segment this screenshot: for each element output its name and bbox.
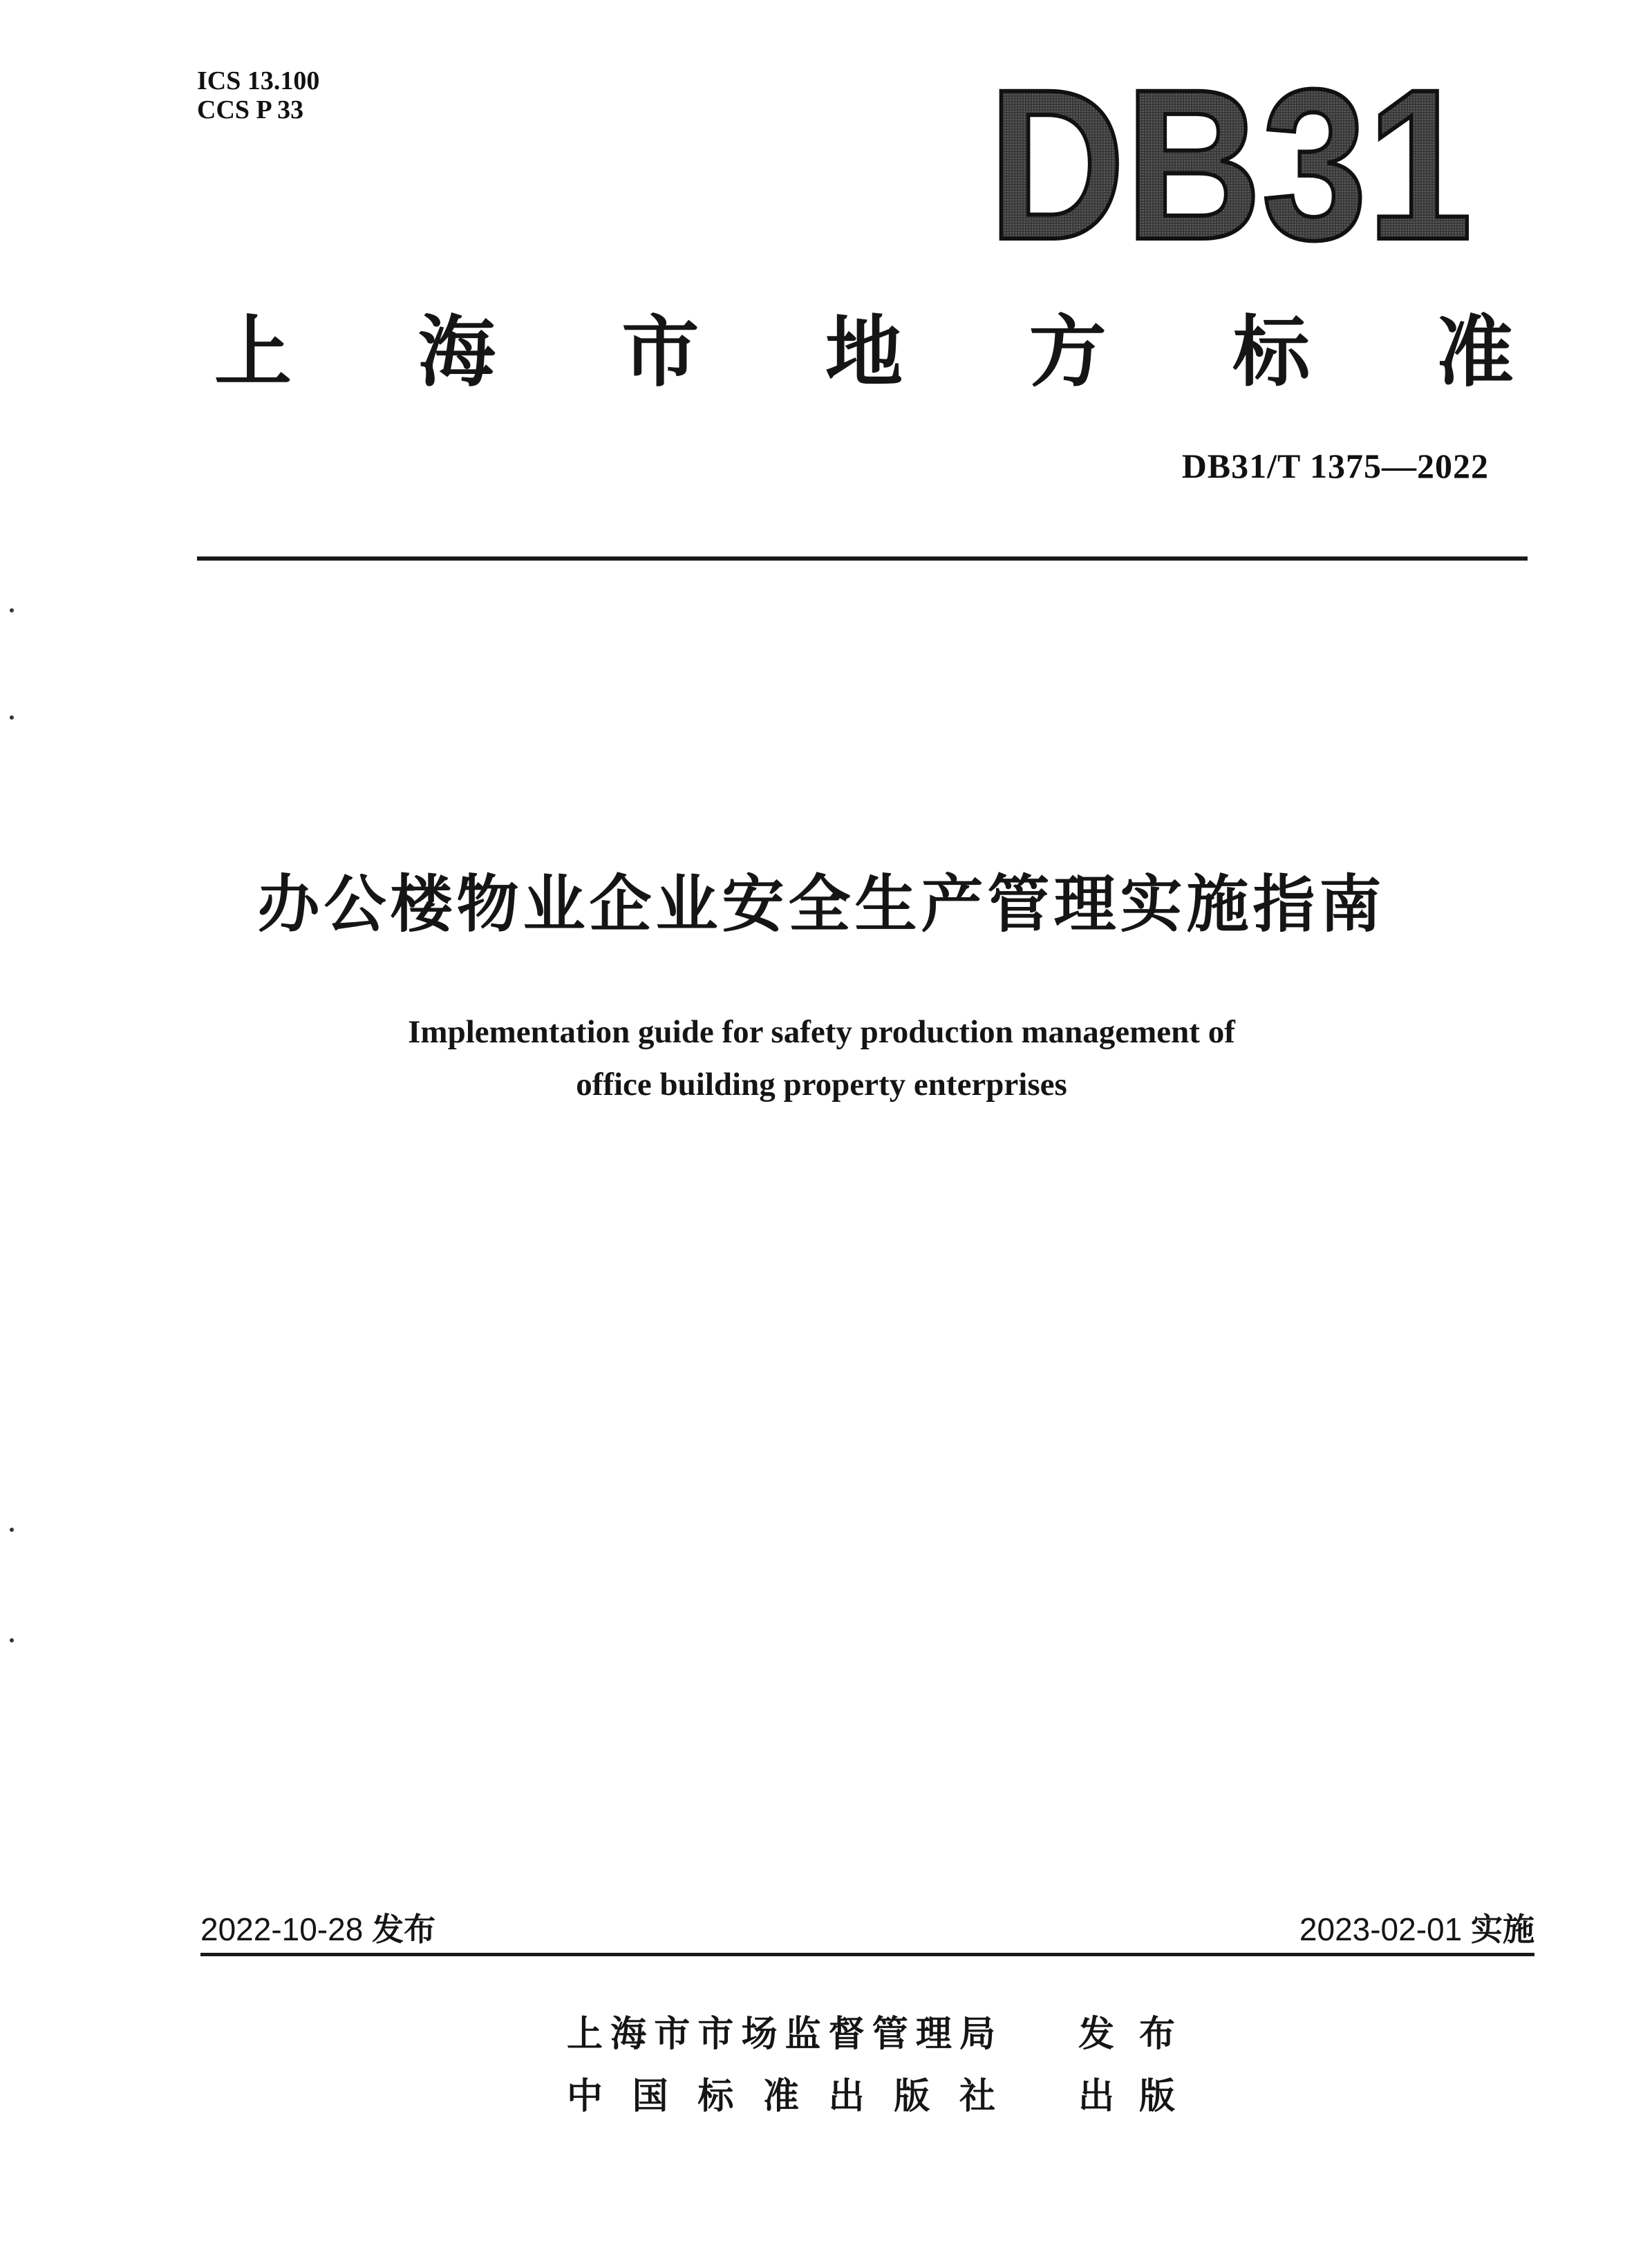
footer-divider [200,1953,1534,1956]
standard-type-char: 上 [214,307,292,397]
issue-date: 2022-10-28 [200,1911,364,1947]
publisher-org-char: 监 [785,2014,821,2055]
publisher-org-char: 出 [828,2076,865,2117]
standard-type-char: 地 [825,307,903,397]
issuer-action [1078,2005,1175,2056]
classification-codes [197,66,319,124]
ccs-code: CCS P 33 [197,95,304,124]
standard-type-char: 市 [621,307,700,397]
issue-label: 发布 [372,1911,436,1948]
publisher-org-char: 管 [872,2014,908,2055]
dates-row [200,1904,1534,1946]
effective-date: 2023-02-01 [1299,1911,1463,1947]
publisher-org-char: 市 [697,2014,734,2055]
publisher-org-char: 中 [567,2076,603,2117]
publisher-org-char: 理 [915,2014,952,2055]
scan-speck [10,1528,14,1532]
standard-type-char: 海 [417,307,496,397]
scan-speck [10,1638,14,1642]
publisher-org-char: 海 [610,2014,647,2055]
press-action [1078,2067,1175,2119]
title-english-line-1: Implementation guide for safety production management of [408,1014,1235,1050]
issue-date-block [200,1904,435,1950]
publisher-org-char: 局 [959,2014,995,2055]
effective-label: 实施 [1471,1911,1534,1948]
logo-text: DB31 [988,44,1472,284]
title-english-line-2: office building property enterprises [576,1067,1067,1103]
effective-date-block [1299,1904,1534,1950]
publisher-row-issuer [567,2005,1189,2053]
standard-type-heading [214,297,1514,397]
publisher-action-char: 版 [1138,2076,1175,2117]
press-name [567,2067,995,2119]
publisher-org-char: 标 [697,2076,734,2117]
scan-speck [10,715,14,720]
publisher-row-press [567,2067,1189,2115]
header-divider [197,556,1528,561]
publisher-action-char: 出 [1078,2076,1115,2117]
publisher-org-char: 国 [632,2076,668,2117]
issuer-name [567,2005,995,2056]
standard-number: DB31/T 1375—2022 [1181,447,1489,485]
title-english [0,1006,1643,1111]
publisher-org-char: 版 [894,2076,930,2117]
publisher-action-char: 布 [1138,2014,1175,2055]
standard-type-char: 方 [1029,307,1107,397]
title-chinese: 办公楼物业企业安全生产管理实施指南 [257,868,1386,941]
publisher-action-char: 发 [1078,2014,1115,2055]
publisher-org-char: 督 [828,2014,865,2055]
publisher-org-char: 市 [654,2014,691,2055]
publisher-org-char: 社 [959,2076,995,2117]
standard-type-char: 准 [1436,307,1514,397]
scan-speck [10,608,14,612]
standard-type-char: 标 [1232,307,1311,397]
publisher-org-char: 准 [762,2076,799,2117]
ics-code: ICS 13.100 [197,66,320,95]
publisher-org-char: 场 [741,2014,778,2055]
publisher-org-char: 上 [567,2014,603,2055]
db31-logo [982,44,1479,284]
